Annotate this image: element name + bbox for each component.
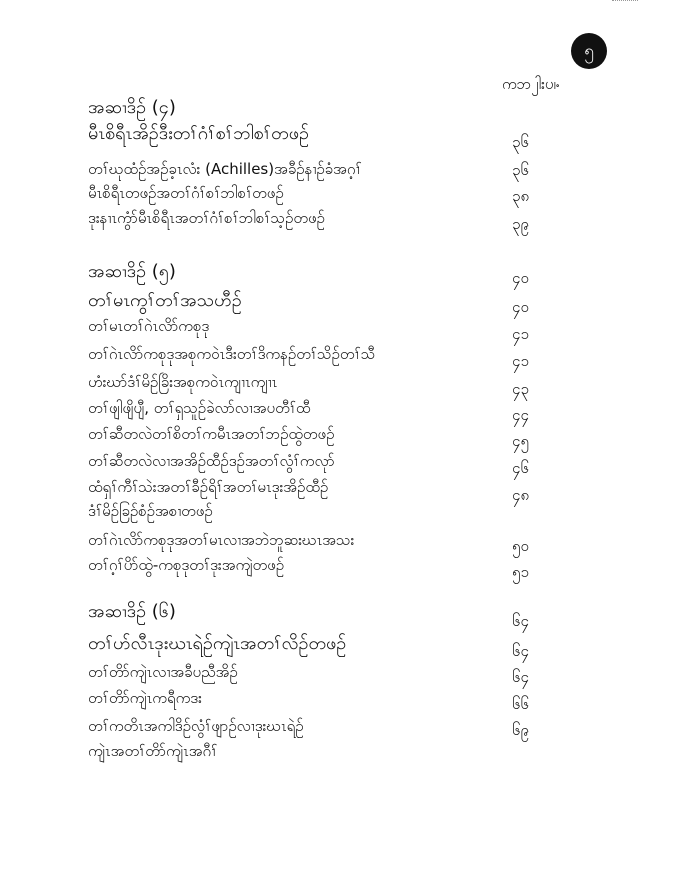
pages-column-header: ကဘ၂ါးပ၊ႋ bbox=[502, 75, 560, 93]
toc-entry-page: ၆၄ bbox=[512, 612, 529, 630]
toc-entry: ဒုးနၢၤကွံာ်မီၤစိရီၤအတၢ်ဂံၢ်စၢ်ဘါစၢ်သ့ဉ်တဖဉ် bbox=[88, 209, 325, 227]
toc-entry-page: ၄၀ bbox=[512, 269, 529, 287]
toc-entry: တၢ်ကတိၤအကါဒိဉ်လွံၢ်ဖျာဉ်လၢဒုးဃၤရဲဉ် bbox=[88, 717, 304, 735]
section-heading-4: အဆၢဒိဉ် (၄) bbox=[88, 97, 176, 118]
toc-entry-page: ၄၄ bbox=[512, 406, 529, 424]
toc-entry-page: ၄၁ bbox=[512, 352, 529, 370]
toc-entry: တၢ်ဂဲၤလိာ်ကစုဒုအတၢ်မၤလၢအဘဲဘူဆးဃၤအသး bbox=[88, 531, 355, 549]
toc-entry-page: ၄၁ bbox=[512, 325, 529, 343]
toc-entry-page: ၆၆ bbox=[512, 695, 529, 713]
toc-entry: မီၤစိရီၤတဖဉ်အတၢ်ဂံၢ်စၢ်ဘါစၢ်တဖဉ် bbox=[88, 184, 284, 202]
toc-entry: တၢ်မၤတၢ်ဂဲၤလိာ်ကစုဒု bbox=[88, 317, 210, 335]
toc-entry-title: မီၤစိရီၤအိဉ်ဒီးတၢ်ဂံၢ်စၢ်ဘါစၢ်တဖဉ် bbox=[88, 123, 309, 144]
toc-entry-page: ၃၆ bbox=[512, 161, 529, 179]
toc-entry: တၢ်ဆီတလဲတၢ်စိတၢ်ကမီၤအတၢ်ဘဉ်ထွဲတဖဉ် bbox=[88, 425, 335, 443]
toc-entry-page: ၆၄ bbox=[512, 668, 529, 686]
toc-entry: တၢ်တိာ်ကျဲၤလၢအခီပညီအိဉ် bbox=[88, 663, 238, 681]
toc-entry: တၢ်ဆီတလဲလၢအအိဉ်ထီဉ်ဒဉ်အတၢ်လွံၢ်ကလုာ် bbox=[88, 452, 335, 470]
toc-entry: ဟံးဃာ်ဒံၢ်မိဉ်ခြိးအစုကဝဲၤကျၢၤကျၢၤ bbox=[88, 373, 278, 391]
toc-entry-page: ၃၈ bbox=[512, 187, 530, 205]
toc-entry-page: ၄၀ bbox=[512, 298, 529, 316]
toc-entry-page: ၄၈ bbox=[512, 486, 530, 504]
toc-entry-page: ၄၅ bbox=[512, 432, 529, 450]
toc-entry-continued: ကျဲၤအတၢ်တိာ်ကျဲၤအဂီၢ် bbox=[88, 742, 218, 760]
section-heading-6: အဆၢဒိဉ် (၆) bbox=[88, 601, 176, 622]
toc-entry-continued: ဒံၢ်မိဉ်ခြဉ်စံဉ်အစၢတဖဉ် bbox=[88, 502, 213, 520]
toc-entry: တၢ်ဂဲၤလိာ်ကစုဒုအစုကဝဲၤဒီးတၢ်ဒိကနဉ်တၢ်သိဉ်တၢ်သီ bbox=[88, 345, 376, 363]
toc-entry-title: တၢ်ဟ်လီၤဒုးဃၤရဲဉ်ကျဲၤအတၢ်လိဉ်တဖဉ် bbox=[88, 633, 347, 654]
toc-entry: တၢ်တိာ်ကျဲၤကရီကဒး bbox=[88, 689, 202, 707]
toc-entry-page: ၅၀ bbox=[512, 537, 529, 555]
page-number-badge: ၅ bbox=[571, 33, 607, 69]
toc-entry: တၢ်ဃုထံဉ်အဉ်ခ့ၤလံး (Achilles)အခီဉ်နၢဉ်ခံအဂ့ၢ် bbox=[88, 160, 362, 178]
toc-entry-page: ၃၆ bbox=[512, 133, 529, 151]
toc-entry: တၢ်ဂ့ၢ်ပိာ်ထွဲ-ကစုဒုတၢ်ဒုးအကျဲတဖဉ် bbox=[88, 556, 285, 574]
toc-entry-page: ၆၄ bbox=[512, 642, 529, 660]
toc-entry-page: ၆၉ bbox=[512, 721, 529, 739]
section-heading-5: အဆၢဒိဉ် (၅) bbox=[88, 261, 176, 282]
toc-entry-title: တၢ်မၤကွၢ်တၢ်အသဟီဉ် bbox=[88, 290, 242, 311]
toc-entry: ထံရှၢ်ကီၢ်သဲးအတၢ်ခီဉ်ရိၢ်အတၢ်မၤဒုးအိဉ်ထီဉ် bbox=[88, 478, 329, 496]
toc-entry-page: ၄၆ bbox=[512, 459, 529, 477]
toc-entry-page: ၄၃ bbox=[512, 380, 529, 398]
corner-mark bbox=[612, 0, 638, 4]
toc-entry-page: ၃၉ bbox=[512, 215, 529, 233]
toc-entry-page: ၅၁ bbox=[512, 563, 529, 581]
toc-entry: တၢ်ဖျါဖျိပျီ, တၢ်ရှသူဉ်ခဲလာ်လၢအပတီၢ်ထီ bbox=[88, 399, 311, 417]
